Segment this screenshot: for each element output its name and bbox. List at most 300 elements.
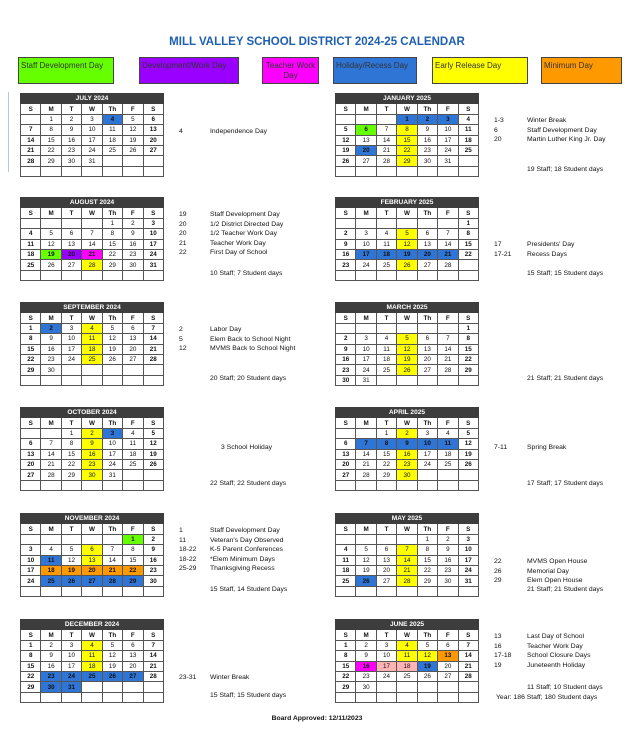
month-summary: 15 Staff; 15 Student days [527, 270, 604, 277]
day-cell: 23 [41, 671, 61, 681]
month-title: AUGUST 2024 [21, 198, 164, 208]
weekday-header: S [458, 418, 478, 428]
day-cell: 28 [21, 156, 41, 166]
day-cell [417, 218, 437, 228]
day-cell [123, 480, 143, 490]
event-text: 1/2 Teacher Work Day [210, 230, 277, 238]
day-cell: 28 [82, 260, 102, 270]
day-cell: 19 [397, 249, 417, 259]
day-cell: 22 [102, 249, 122, 259]
day-cell: 11 [376, 344, 396, 354]
weekday-header: S [458, 313, 478, 323]
day-cell: 21 [356, 459, 376, 469]
day-cell: 21 [143, 344, 163, 354]
event-date: 22 [494, 558, 502, 565]
weekday-header: F [123, 630, 143, 640]
event-text: 3 School Holiday [221, 444, 273, 451]
day-cell [41, 375, 61, 385]
day-cell [21, 586, 41, 596]
day-cell: 12 [458, 439, 478, 449]
day-cell [336, 270, 356, 280]
event-date: 20 [179, 230, 187, 238]
day-cell: 24 [438, 145, 458, 155]
weekday-header: W [397, 104, 417, 114]
day-cell [336, 428, 356, 438]
day-cell: 15 [41, 135, 61, 145]
day-cell: 21 [376, 145, 396, 155]
event-text: Staff Development Day [210, 527, 280, 534]
event-date: 18-22 [179, 555, 197, 563]
day-cell: 11 [458, 125, 478, 135]
event-text: Last Day of School [527, 633, 585, 640]
day-cell: 21 [82, 249, 102, 259]
day-cell: 7 [102, 545, 122, 555]
month-calendar [20, 513, 164, 597]
day-cell: 4 [376, 334, 396, 344]
day-cell: 23 [61, 145, 81, 155]
event-text: Labor Day [210, 326, 242, 333]
day-cell: 16 [417, 135, 437, 145]
day-cell [458, 586, 478, 596]
day-cell: 21 [143, 661, 163, 671]
day-cell [336, 323, 356, 333]
day-cell: 27 [61, 260, 81, 270]
day-cell: 14 [102, 555, 122, 565]
day-cell [438, 270, 458, 280]
day-cell [397, 692, 417, 702]
day-cell [458, 682, 478, 692]
day-cell: 24 [417, 459, 437, 469]
day-cell [102, 586, 122, 596]
day-cell: 12 [143, 439, 163, 449]
day-cell: 6 [438, 640, 458, 650]
event-date: 7-11 [494, 444, 508, 451]
month-calendar [20, 302, 164, 386]
day-cell: 15 [21, 344, 41, 354]
day-cell: 14 [376, 135, 396, 145]
month-summary: 10 Staff; 7 Student days [210, 270, 283, 277]
day-cell [356, 480, 376, 490]
weekday-header: S [336, 418, 356, 428]
day-cell [397, 534, 417, 544]
day-cell [397, 375, 417, 385]
day-cell: 5 [356, 545, 376, 555]
day-cell: 6 [61, 229, 81, 239]
event-date: 17-18 [494, 652, 512, 660]
day-cell: 20 [438, 661, 458, 671]
day-cell: 6 [82, 545, 102, 555]
event-row [179, 248, 283, 258]
day-cell: 1 [102, 218, 122, 228]
weekday-header: M [356, 208, 376, 218]
day-cell: 11 [438, 439, 458, 449]
event-row [179, 443, 272, 453]
day-cell [61, 534, 81, 544]
weekday-header: F [438, 630, 458, 640]
day-cell: 23 [41, 354, 61, 364]
weekday-header: W [397, 208, 417, 218]
month-summary: 15 Staff, 14 Student Days [210, 586, 288, 593]
day-cell [143, 480, 163, 490]
day-cell [143, 166, 163, 176]
event-text: Martin Luther King Jr. Day [527, 136, 606, 144]
day-cell [397, 480, 417, 490]
month-calendar [335, 619, 479, 703]
day-cell: 5 [397, 334, 417, 344]
weekday-header: F [123, 524, 143, 534]
day-cell [21, 166, 41, 176]
day-cell: 10 [417, 439, 437, 449]
day-cell: 30 [397, 470, 417, 480]
day-cell: 25 [376, 365, 396, 375]
weekday-header: M [41, 313, 61, 323]
weekday-header: W [397, 418, 417, 428]
legend-item-2: Development/Work Day [139, 57, 239, 84]
event-date: 19 [179, 211, 187, 218]
weekday-header: Th [102, 208, 122, 218]
weekday-header: S [143, 418, 163, 428]
event-text: Elem Open House [527, 577, 583, 585]
weekday-header: S [336, 524, 356, 534]
day-cell: 10 [438, 125, 458, 135]
day-cell [41, 586, 61, 596]
event-date: 26 [494, 567, 502, 575]
weekday-header: F [123, 208, 143, 218]
event-row [494, 240, 574, 250]
weekday-header: Th [102, 524, 122, 534]
event-date: 29 [494, 577, 502, 585]
day-cell: 6 [21, 439, 41, 449]
day-cell: 12 [61, 555, 81, 565]
day-cell: 9 [143, 545, 163, 555]
day-cell [356, 692, 376, 702]
event-row [494, 567, 587, 577]
month-title: DECEMBER 2024 [21, 620, 164, 630]
day-cell: 4 [41, 545, 61, 555]
day-cell: 8 [41, 125, 61, 135]
event-date: 25-29 [179, 565, 197, 573]
day-cell: 26 [458, 459, 478, 469]
day-cell [376, 682, 396, 692]
day-cell: 12 [41, 239, 61, 249]
day-cell: 22 [458, 249, 478, 259]
event-text: Spring Break [527, 444, 567, 451]
day-cell: 29 [61, 470, 81, 480]
event-date: 2 [179, 326, 183, 333]
day-cell: 20 [21, 459, 41, 469]
day-cell [41, 534, 61, 544]
day-cell [82, 682, 102, 692]
event-text: Thanksgiving Recess [210, 565, 275, 573]
day-cell: 9 [41, 651, 61, 661]
weekday-header: T [376, 630, 396, 640]
event-date: 11 [179, 536, 187, 544]
day-cell [376, 270, 396, 280]
day-cell: 26 [356, 576, 376, 586]
event-text: MVMS Open House [527, 558, 588, 565]
month-calendar [20, 197, 164, 281]
day-cell: 20 [417, 354, 437, 364]
day-cell: 19 [61, 565, 81, 575]
day-cell: 14 [143, 651, 163, 661]
day-cell [336, 534, 356, 544]
day-cell: 25 [336, 576, 356, 586]
day-cell: 5 [123, 114, 143, 124]
event-date: 1-3 [494, 117, 504, 124]
day-cell: 17 [61, 344, 81, 354]
day-cell: 26 [417, 671, 437, 681]
weekday-header: S [143, 524, 163, 534]
day-cell: 11 [82, 334, 102, 344]
day-cell [21, 114, 41, 124]
weekday-header: Th [417, 524, 437, 534]
event-text: Memorial Day [527, 567, 569, 575]
day-cell: 3 [376, 640, 396, 650]
day-cell: 3 [417, 428, 437, 438]
day-cell: 13 [123, 651, 143, 661]
day-cell: 12 [336, 135, 356, 145]
event-date: 21 [179, 239, 187, 247]
day-cell: 28 [458, 671, 478, 681]
day-cell: 28 [143, 671, 163, 681]
day-cell: 3 [82, 114, 102, 124]
day-cell [123, 470, 143, 480]
day-cell: 14 [438, 344, 458, 354]
day-cell: 13 [123, 334, 143, 344]
day-cell: 28 [438, 365, 458, 375]
day-cell: 26 [397, 365, 417, 375]
day-cell: 24 [356, 365, 376, 375]
event-row [179, 210, 283, 220]
day-cell [102, 534, 122, 544]
day-cell: 7 [356, 439, 376, 449]
event-row [179, 545, 283, 555]
weekday-header: F [438, 208, 458, 218]
day-cell: 17 [61, 661, 81, 671]
event-date: 19 [494, 661, 502, 669]
weekday-header: F [123, 313, 143, 323]
day-cell: 19 [102, 344, 122, 354]
day-cell: 25 [123, 459, 143, 469]
day-cell [336, 586, 356, 596]
day-cell: 11 [123, 439, 143, 449]
event-text: Staff Development Day [527, 126, 597, 134]
day-cell [376, 534, 396, 544]
day-cell: 11 [376, 239, 396, 249]
event-text: K-5 Parent Conferences [210, 546, 283, 554]
event-row [179, 526, 283, 536]
day-cell: 31 [356, 375, 376, 385]
day-cell: 5 [417, 640, 437, 650]
event-row [494, 576, 587, 586]
day-cell: 8 [336, 651, 356, 661]
day-cell [376, 586, 396, 596]
day-cell: 3 [438, 114, 458, 124]
month-summary: 17 Staff; 17 Student days [527, 480, 604, 487]
day-cell [102, 270, 122, 280]
day-cell: 2 [417, 114, 437, 124]
day-cell: 6 [417, 229, 437, 239]
weekday-header: T [61, 418, 81, 428]
day-cell: 12 [123, 125, 143, 135]
day-cell [82, 375, 102, 385]
weekday-header: S [21, 208, 41, 218]
month-title: JANUARY 2025 [336, 94, 479, 104]
day-cell: 8 [458, 334, 478, 344]
weekday-header: Th [102, 630, 122, 640]
day-cell: 25 [397, 671, 417, 681]
event-row [494, 632, 590, 642]
day-cell: 9 [438, 545, 458, 555]
day-cell [61, 166, 81, 176]
day-cell [417, 586, 437, 596]
month-summary: 19 Staff; 18 Student days [527, 166, 604, 173]
weekday-header: S [336, 208, 356, 218]
month-events [179, 673, 249, 683]
day-cell: 6 [143, 114, 163, 124]
month-events [179, 526, 283, 574]
event-date: 16 [494, 642, 502, 650]
month-events [494, 443, 566, 453]
day-cell: 25 [21, 260, 41, 270]
event-row [494, 661, 590, 671]
day-cell: 7 [21, 125, 41, 135]
weekday-header: W [82, 418, 102, 428]
event-text: Teacher Work Day [527, 642, 583, 650]
day-cell [21, 534, 41, 544]
weekday-header: S [458, 208, 478, 218]
day-cell: 29 [21, 682, 41, 692]
day-cell: 4 [336, 545, 356, 555]
day-cell: 9 [356, 651, 376, 661]
day-cell [417, 470, 437, 480]
event-date: 23-31 [179, 674, 197, 681]
event-date: 1 [179, 527, 183, 534]
day-cell: 27 [123, 671, 143, 681]
weekday-header: Th [102, 313, 122, 323]
day-cell: 20 [336, 459, 356, 469]
day-cell: 11 [21, 239, 41, 249]
day-cell: 13 [417, 239, 437, 249]
event-text: Elem Back to School Night [210, 335, 291, 343]
day-cell: 26 [61, 576, 81, 586]
day-cell [82, 534, 102, 544]
day-cell: 12 [417, 651, 437, 661]
day-cell: 10 [143, 229, 163, 239]
day-cell: 4 [376, 229, 396, 239]
day-cell [458, 470, 478, 480]
day-cell: 14 [41, 449, 61, 459]
event-row [179, 335, 295, 345]
day-cell: 18 [376, 354, 396, 364]
day-cell: 24 [143, 249, 163, 259]
weekday-header: T [61, 208, 81, 218]
event-row [179, 220, 283, 230]
day-cell: 8 [21, 651, 41, 661]
day-cell: 5 [397, 229, 417, 239]
day-cell: 17 [356, 354, 376, 364]
day-cell: 15 [336, 661, 356, 671]
weekday-header: M [41, 418, 61, 428]
weekday-header: F [438, 313, 458, 323]
day-cell: 17 [438, 135, 458, 145]
event-row [179, 673, 249, 683]
day-cell: 29 [376, 470, 396, 480]
day-cell: 29 [102, 260, 122, 270]
weekday-header: T [376, 313, 396, 323]
day-cell: 19 [336, 145, 356, 155]
day-cell: 8 [123, 545, 143, 555]
day-cell: 4 [102, 114, 122, 124]
day-cell: 22 [21, 671, 41, 681]
day-cell [397, 586, 417, 596]
weekday-header: W [397, 630, 417, 640]
month-summary: 21 Staff; 21 Student days [527, 375, 604, 382]
day-cell: 27 [417, 365, 437, 375]
day-cell: 25 [458, 145, 478, 155]
month-title: FEBRUARY 2025 [336, 198, 479, 208]
weekday-header: Th [417, 313, 437, 323]
month-calendar [20, 619, 164, 703]
day-cell: 13 [61, 239, 81, 249]
day-cell: 10 [61, 334, 81, 344]
day-cell [21, 428, 41, 438]
day-cell: 23 [397, 459, 417, 469]
day-cell: 11 [336, 555, 356, 565]
day-cell: 5 [143, 428, 163, 438]
legend-item-4: Holiday/Recess Day [333, 57, 417, 84]
day-cell: 13 [438, 651, 458, 661]
event-text: Staff Development Day [210, 211, 280, 218]
day-cell: 16 [82, 449, 102, 459]
weekday-header: W [82, 524, 102, 534]
day-cell [41, 270, 61, 280]
day-cell: 17 [376, 661, 396, 671]
day-cell: 30 [82, 470, 102, 480]
day-cell: 17 [102, 449, 122, 459]
day-cell: 7 [376, 125, 396, 135]
day-cell: 3 [61, 640, 81, 650]
weekday-header: Th [417, 208, 437, 218]
weekday-header: T [376, 524, 396, 534]
day-cell: 6 [376, 545, 396, 555]
day-cell [356, 586, 376, 596]
day-cell: 4 [82, 640, 102, 650]
month-summary: 21 Staff; 21 Student days [527, 586, 604, 593]
day-cell [458, 166, 478, 176]
day-cell: 28 [397, 576, 417, 586]
weekday-header: W [82, 104, 102, 114]
day-cell: 17 [356, 249, 376, 259]
day-cell [458, 480, 478, 490]
event-row [179, 555, 283, 565]
weekday-header: M [41, 630, 61, 640]
event-row [179, 325, 295, 335]
day-cell: 11 [41, 555, 61, 565]
day-cell [458, 375, 478, 385]
weekday-header: W [397, 313, 417, 323]
day-cell [143, 586, 163, 596]
day-cell: 16 [336, 249, 356, 259]
event-date: 22 [179, 249, 187, 257]
event-row [494, 250, 574, 260]
day-cell: 8 [61, 439, 81, 449]
day-cell: 17 [21, 565, 41, 575]
day-cell: 16 [61, 135, 81, 145]
day-cell: 7 [41, 439, 61, 449]
day-cell: 17 [417, 449, 437, 459]
day-cell: 27 [143, 145, 163, 155]
